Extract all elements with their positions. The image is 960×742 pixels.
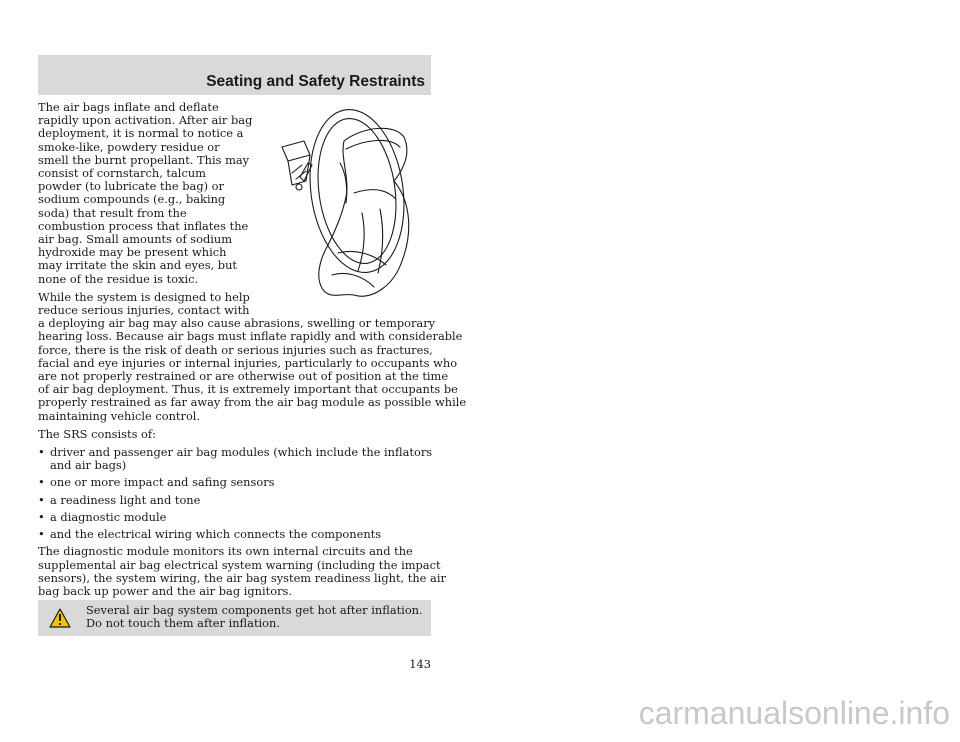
- text-line: hearing loss. Because air bags must inflate rapidly and with considerable: [38, 329, 463, 344]
- text-line: a deploying air bag may also cause abrasions, swelling or temporary: [38, 316, 436, 331]
- text-line: While the system is designed to help: [38, 289, 250, 304]
- text-line: The air bags inflate and deflate: [38, 100, 219, 114]
- text-line: rapidly upon activation. After air bag: [38, 113, 253, 128]
- page-number: 143: [409, 657, 431, 671]
- srs-component-list: [38, 446, 433, 541]
- text-line: sodium compounds (e.g., baking: [38, 192, 226, 207]
- list-item-text: a diagnostic module: [50, 509, 167, 524]
- text-line: properly restrained as far away from the air bag module as possible while: [38, 395, 467, 410]
- text-line: smoke-like, powdery residue or: [38, 139, 220, 154]
- text-line: The diagnostic module monitors its own internal circuits and the: [38, 544, 413, 559]
- text-line: bag back up power and the air bag ignitors.: [38, 583, 293, 598]
- section-header: [38, 55, 431, 95]
- text-line: of air bag deployment. Thus, it is extremely important that occupants be: [38, 382, 458, 397]
- list-item: [38, 528, 433, 541]
- body-text: [38, 100, 467, 603]
- text-line: sensors), the system wiring, the air bag system readiness light, the air: [38, 570, 446, 585]
- text-line: powder (to lubricate the bag) or: [38, 179, 224, 194]
- text-line: smell the burnt propellant. This may: [38, 152, 250, 167]
- text-line: force, there is the risk of death or serious injuries such as fractures,: [38, 342, 433, 357]
- text-line: air bag. Small amounts of sodium: [38, 232, 233, 247]
- bullet-icon: •: [38, 527, 45, 542]
- text-line: facial and eye injuries or internal injuries, particularly to occupants who: [38, 355, 458, 370]
- list-item-text: one or more impact and safing sensors: [50, 475, 275, 490]
- text-line: supplemental air bag electrical system warning (including the impact: [38, 557, 441, 572]
- bullet-icon: •: [38, 445, 45, 460]
- warning-triangle-icon: [49, 608, 71, 628]
- text-line: may irritate the skin and eyes, but: [38, 258, 238, 273]
- warning-box: [38, 600, 431, 636]
- text-line: soda) that result from the: [38, 205, 187, 220]
- paragraph-residue: [38, 101, 256, 286]
- paragraph-injuries: [38, 289, 467, 423]
- list-item: [38, 446, 433, 472]
- list-item: [38, 511, 433, 524]
- paragraph-diagnostic: [38, 544, 446, 598]
- text-line: hydroxide may be present which: [38, 245, 227, 260]
- bullet-icon: •: [38, 492, 45, 507]
- list-item-text: driver and passenger air bag modules (which include the inflators and air bags): [50, 445, 433, 473]
- bullet-icon: •: [38, 509, 45, 524]
- text-line: deployment, it is normal to notice a: [38, 126, 244, 141]
- watermark: carmanualsonline.info: [638, 695, 950, 731]
- section-title: Seating and Safety Restraints: [206, 73, 425, 90]
- text-line: maintaining vehicle control.: [38, 408, 201, 423]
- warning-text: Several air bag system components get hot after inflation. Do not touch them after inflation.: [86, 603, 423, 631]
- list-item: [38, 476, 433, 489]
- list-item-text: and the electrical wiring which connects the components: [50, 527, 382, 542]
- list-item-text: a readiness light and tone: [50, 492, 201, 507]
- text-line: none of the residue is toxic.: [38, 271, 199, 286]
- text-line: reduce serious injuries, contact with: [38, 303, 250, 318]
- text-line: combustion process that inflates the: [38, 218, 249, 233]
- text-line: consist of cornstarch, talcum: [38, 166, 206, 181]
- srs-intro: The SRS consists of:: [38, 426, 156, 441]
- bullet-icon: •: [38, 475, 45, 490]
- text-line: are not properly restrained or are otherwise out of position at the time: [38, 369, 449, 384]
- list-item: [38, 494, 433, 507]
